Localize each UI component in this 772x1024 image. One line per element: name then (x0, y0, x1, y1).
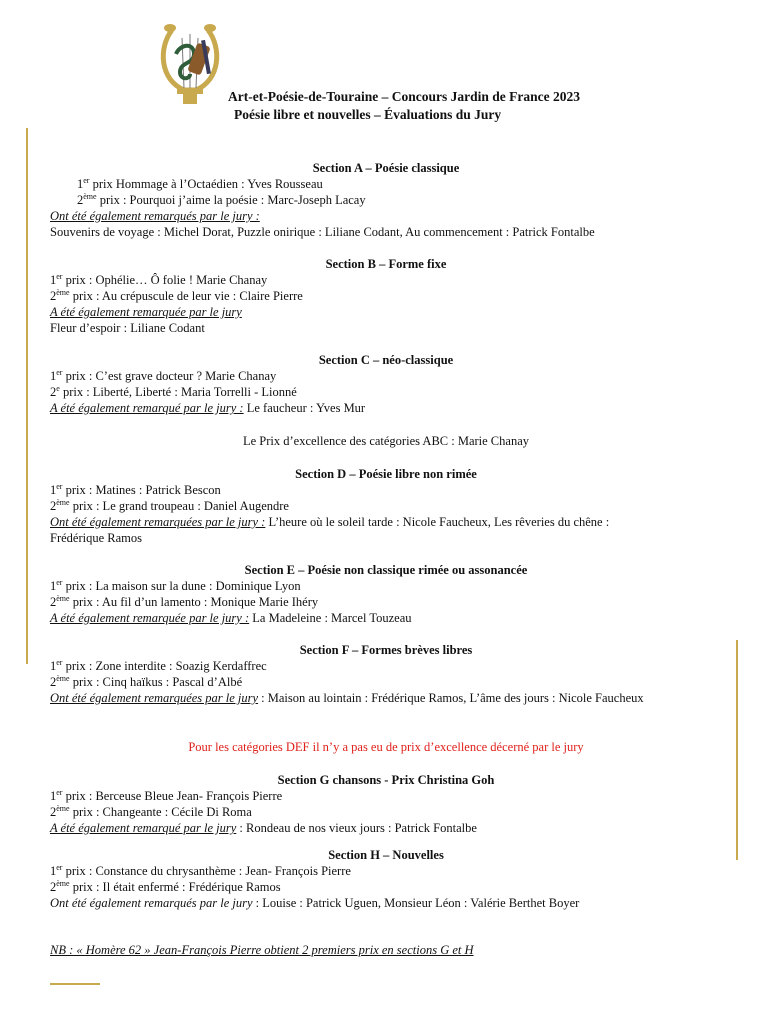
lyre-logo-icon (150, 18, 230, 108)
section-b-second-prize: 2ème prix : Au crépuscule de leur vie : Claire Pierre (50, 288, 303, 303)
document-subtitle: Poésie libre et nouvelles – Évaluations du Jury (234, 107, 502, 122)
section-c-heading: Section C – néo-classique (318, 353, 454, 367)
section-b-first-prize: 1er prix : Ophélie… Ô folie ! Marie Chanay (50, 272, 268, 287)
section-b-remark-label: A été également remarquée par le jury (50, 305, 242, 319)
document-title: Art-et-Poésie-de-Touraine – Concours Jardin de France 2023 (228, 89, 580, 104)
section-d-first-prize: 1er prix : Matines : Patrick Bescon (50, 482, 221, 497)
section-h-first-prize: 1er prix : Constance du chrysanthème : Jean- François Pierre (50, 863, 351, 878)
section-b-remark-text: Fleur d’espoir : Liliane Codant (50, 321, 205, 335)
section-g-remark: A été également remarqué par le jury : Rondeau de nos vieux jours : Patrick Fontalbe (50, 821, 477, 835)
section-f-heading: Section F – Formes brèves libres (299, 643, 473, 657)
excellence-abc-note: Le Prix d’excellence des catégories ABC : Marie Chanay (242, 434, 529, 448)
section-a-first-prize: 1er prix Hommage à l’Octaédien : Yves Rousseau (77, 176, 323, 191)
section-f-second-prize: 2ème prix : Cinq haïkus : Pascal d’Albé (50, 674, 243, 689)
section-g-second-prize: 2ème prix : Changeante : Cécile Di Roma (50, 804, 252, 819)
section-a-remark-label: Ont été également remarqués par le jury : (50, 209, 260, 223)
section-f-remark: Ont été également remarquées par le jury : Maison au lointain : Frédérique Ramos, L’âme des jours : Nicole Faucheux (50, 691, 644, 705)
left-gold-rule (26, 128, 28, 664)
def-excellence-note: Pour les catégories DEF il n’y a pas eu de prix d’excellence décerné par le jury (188, 740, 584, 754)
section-f-first-prize: 1er prix : Zone interdite : Soazig Kerdaffrec (50, 658, 267, 673)
section-h-second-prize: 2ème prix : Il était enfermé : Frédérique Ramos (50, 879, 281, 894)
section-g-heading: Section G chansons - Prix Christina Goh (277, 773, 495, 787)
section-g-first-prize: 1er prix : Berceuse Bleue Jean- François Pierre (50, 788, 283, 803)
section-b-heading: Section B – Forme fixe (325, 257, 447, 271)
nb-note: NB : « Homère 62 » Jean-François Pierre obtient 2 premiers prix en sections G et H (50, 943, 474, 957)
section-c-first-prize: 1er prix : C’est grave docteur ? Marie Chanay (50, 368, 277, 383)
section-d-second-prize: 2ème prix : Le grand troupeau : Daniel Augendre (50, 498, 289, 513)
section-c-remark: A été également remarqué par le jury : Le faucheur : Yves Mur (50, 401, 366, 415)
section-h-remark: Ont été également remarqués par le jury : Louise : Patrick Uguen, Monsieur Léon : Valérie Berthet Boyer (50, 896, 580, 910)
section-e-heading: Section E – Poésie non classique rimée ou assonancée (244, 563, 528, 577)
section-d-remark: Ont été également remarquées par le jury : L’heure où le soleil tarde : Nicole Faucheux, Les rêveries du chêne : (50, 515, 610, 529)
section-a-second-prize: 2ème prix : Pourquoi j’aime la poésie : Marc-Joseph Lacay (77, 192, 366, 207)
section-a-heading: Section A – Poésie classique (312, 161, 460, 175)
section-e-second-prize: 2ème prix : Au fil d’un lamento : Monique Marie Ihéry (50, 594, 319, 609)
section-e-remark: A été également remarquée par le jury : La Madeleine : Marcel Touzeau (50, 611, 412, 625)
section-a-remark-text: Souvenirs de voyage : Michel Dorat, Puzzle onirique : Liliane Codant, Au commencement : Patrick Fontalbe (50, 225, 595, 239)
section-d-heading: Section D – Poésie libre non rimée (295, 467, 477, 481)
section-d-remark-continued: Frédérique Ramos (50, 531, 142, 545)
section-h-heading: Section H – Nouvelles (328, 848, 444, 862)
bottom-gold-rule (50, 983, 100, 985)
section-e-first-prize: 1er prix : La maison sur la dune : Dominique Lyon (50, 578, 301, 593)
section-c-second-prize: 2e prix : Liberté, Liberté : Maria Torrelli - Lionné (50, 384, 297, 399)
